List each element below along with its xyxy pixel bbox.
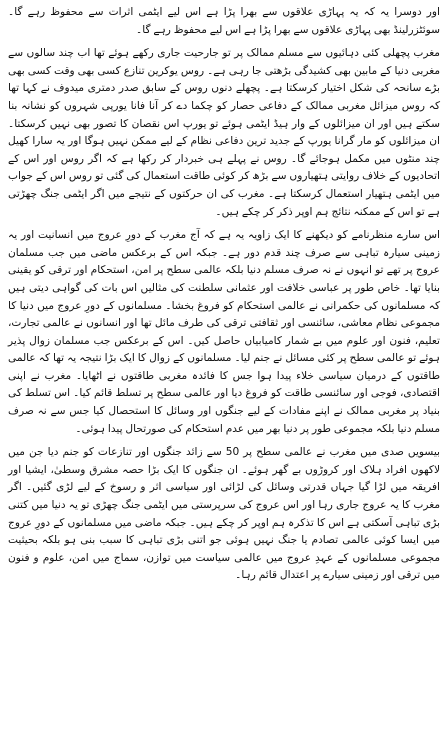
- paragraph-muslim-era-comparison: اس سارے منظرنامے کو دیکھنے کا ایک زاویہ یہ ہے کہ آج مغرب کے دورِ عروج میں انسانیت اور یہ زمینی سیارہ تباہی سے صرف چند قدم دور ہے۔ جبکہ اس کے برعکس ماضی میں جب مسلمان عروج پر تھے تو انہوں نے نہ صرف مسلم دنیا بلکہ عالمی سطح پر امن، استحکام اور ترقی کو یقینی بنایا تھا۔ خاص طور پر عباسی خلافت اور عثمانی سلطنت کی مثالیں اس بات کی گواہی دیتی ہیں کہ مسلمانوں کی حکمرانی نے عالمی استحکام کو فروغ بخشا۔ مسلمانوں کے دورِ عروج میں دنیا کا مجموعی نظام معاشی، سائنسی اور ثقافتی ترقی کی طرف مائل تھا اور انسانوں نے عالمی تجارت، تعلیم، فنون اور علوم میں بے شمار کامیابیاں حاصل کیں۔ اس کے برعکس جب مسلمان زوال پذیر ہوئے تو عالمی سطح پر کئی مسائل نے جنم لیا۔ مسلمانوں کے زوال کا ایک بڑا نتیجہ یہ تھا کہ عالمی طاقتوں کے درمیان سیاسی خلاء پیدا ہوا جس کا فائدہ مغربی طاقتوں نے اٹھایا۔ مغرب نے اپنی اقتصادی، فوجی اور سائنسی طاقت کو فروغ دیا اور عالمی سطح پر تسلط قائم کیا۔ اس تسلط کی بنیاد پر مغربی ممالک نے اپنے مفادات کے لیے جنگوں اور وسائل کا استحصال کیا جس سے نہ صرف مسلم دنیا بلکہ مجموعی طور پر دنیا بھر میں عدم استحکام کی صورتحال پیدا ہوئی۔: [8, 229, 440, 435]
- paragraph-west-aggression: مغرب پچھلی کئی دہائیوں سے مسلم ممالک پر تو جارحیت جاری رکھے ہوئے تھا اب چند سالوں سے مغربی دنیا کے مابین بھی کشیدگی بڑھتی جا رہی ہے۔ روس یوکرین تنازع کسی بھی وقت کسی بھی بڑے سانحہ کی شکل اختیار کرسکتا ہے۔ پچھلے دنوں روس کے سابق صدر دمتری میدوف نے کہا تھا کہ روس میزائل مغربی ممالک کے دفاعی حصار کو چکما دے کر آنا فانا یورپی شہروں کو نشانہ بنا سکتے ہیں اور ان میزائلوں کے وار ہیڈ ایٹمی ہوئے تو یورپ اس نقصان کا تصور بھی نہیں کرسکتا۔ ان میزائلوں کو مار گرانا یورپ کے جدید ترین دفاعی نظام کے لیے ممکن نہیں ہوگا اور یہ سارا کھیل چند منٹوں میں مکمل ہوجائے گا۔ روس نے پہلے ہی خبردار کر رکھا ہے کہ اگر روس اور اس کے اتحادیوں کے خلاف روایتی ہتھیاروں سے بڑھ کر کوئی طاقت استعمال کی گئی تو روس اس کے جواب میں ایٹمی ہتھیار استعمال کرسکتا ہے۔ مغرب کی ان حرکتوں کے نتیجے میں اگر ایٹمی جنگ چھڑتی ہے تو اس کے ممکنہ نتائج ہم اوپر ذکر کر چکے ہیں۔: [8, 47, 440, 218]
- paragraph-intro: اور دوسرا یہ کہ یہ پہاڑی علاقوں سے بھرا پڑا ہے اس لیے ایٹمی اثرات سے محفوظ رہے گا۔ سوئٹزرلینڈ بھی پہاڑی علاقوں سے بھرا پڑا ہے اس لیے محفوظ رہے گا۔: [8, 6, 440, 36]
- paragraph-twentieth-century-wars: بیسویں صدی میں مغرب نے عالمی سطح پر 50 سے زائد جنگوں اور تنازعات کو جنم دیا جن میں لاکھوں افراد ہلاک اور کروڑوں بے گھر ہوئے۔ ان جنگوں کا ایک بڑا حصہ مشرق وسطیٰ، ایشیا اور افریقہ میں لڑا گیا جہاں قدرتی وسائل کی لڑائی اور سیاسی اثر و رسوخ کے لیے لڑی گئیں۔ اگر مغرب کا یہ عروج جاری رہا اور اس عروج کی سرپرستی میں ایٹمی جنگ چھڑی تو یہ دنیا میں کتنی بڑی تباہی آسکتی ہے اس کا تذکرہ ہم اوپر کر چکے ہیں۔ جبکہ ماضی میں مسلمانوں کے دورِ عروج میں ایسا کوئی عالمی تصادم یا جنگ نہیں ہوئی جو اتنی بڑی تباہی کا سبب بنی ہو بلکہ بحیثیت مجموعی مسلمانوں کے عہدِ عروج میں عالمی سیاست میں توازن، سماج میں امن، علوم و فنون میں ترقی اور زمینی سیارے پر اعتدال قائم رہا۔: [8, 446, 440, 582]
